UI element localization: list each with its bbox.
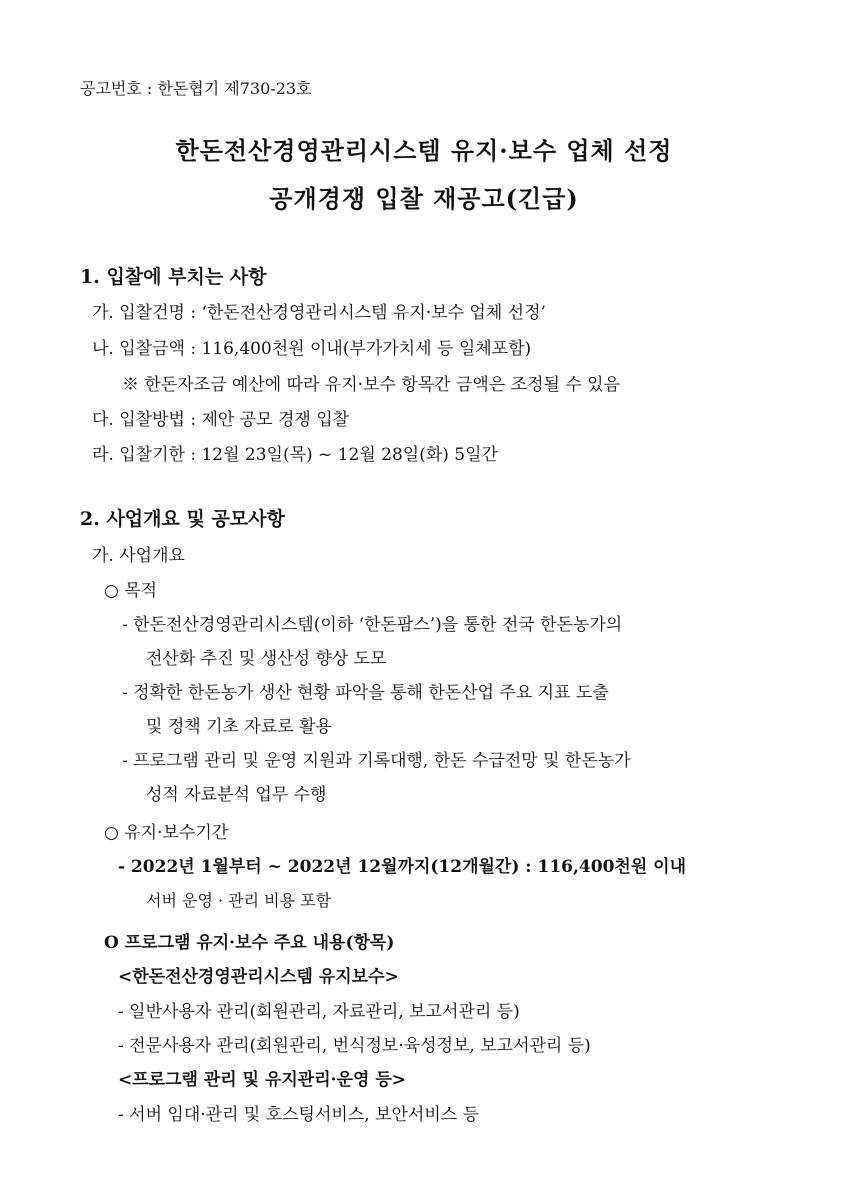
purpose-bullet-1-line-2: 전산화 추진 및 생산성 향상 도모: [146, 649, 387, 669]
purpose-bullet-1-line-1: - 한돈전산경영관리시스템(이하 ‘한돈팜스’)을 통한 전국 한돈농가의: [122, 615, 623, 635]
server-cost-note: 서버 운영 · 관리 비용 포함: [146, 891, 332, 910]
business-overview-label: 가. 사업개요: [92, 546, 185, 566]
purpose-bullet-2-line-2: 및 정책 기초 자료로 활용: [146, 717, 332, 737]
program-contents-label: O 프로그램 유지·보수 주요 내용(항목): [104, 933, 395, 953]
program-group-2-title: <프로그램 관리 및 유지관리·운영 등>: [118, 1070, 406, 1090]
budget-note: ※ 한돈자조금 예산에 따라 유지·보수 항목간 금액은 조정될 수 있음: [122, 375, 621, 395]
bid-title-item: 가. 입찰건명 : ‘한돈전산경영관리시스템 유지·보수 업체 선정’: [92, 303, 546, 323]
program-group-2-item-1: - 서버 임대·관리 및 호스팅서비스, 보안서비스 등: [118, 1105, 479, 1125]
purpose-bullet-2-line-1: - 정확한 한돈농가 생산 현황 파악을 통해 한돈산업 주요 지표 도출: [122, 683, 609, 703]
document-title-line-1: 한돈전산경영관리시스템 유지·보수 업체 선정: [175, 136, 673, 165]
bid-amount-item: 나. 입찰금액 : 116,400천원 이내(부가가치세 등 일체포함): [92, 339, 532, 359]
bid-deadline-item: 라. 입찰기한 : 12월 23일(목) ~ 12월 28일(화) 5일간: [92, 445, 498, 465]
program-group-1-item-2: - 전문사용자 관리(회원관리, 번식정보·육성정보, 보고서관리 등): [118, 1036, 591, 1056]
maintenance-period-label: ○ 유지·보수기간: [104, 823, 229, 843]
maintenance-period-detail: - 2022년 1월부터 ~ 2022년 12월까지(12개월간) : 116,400천원 이내: [118, 857, 687, 877]
notice-number: 공고번호 : 한돈협기 제730-23호: [80, 79, 312, 98]
bid-method-item: 다. 입찰방법 : 제안 공모 경쟁 입찰: [92, 410, 350, 430]
section-1-heading: 1. 입찰에 부치는 사항: [80, 266, 267, 288]
document-title-line-2: 공개경쟁 입찰 재공고(긴급): [269, 184, 579, 213]
purpose-bullet-3-line-1: - 프로그램 관리 및 운영 지원과 기록대행, 한돈 수급전망 및 한돈농가: [122, 751, 631, 771]
section-2-heading: 2. 사업개요 및 공모사항: [80, 508, 285, 530]
purpose-label: ○ 목적: [104, 581, 158, 601]
program-group-1-title: <한돈전산경영관리시스템 유지보수>: [118, 967, 399, 987]
purpose-bullet-3-line-2: 성적 자료분석 업무 수행: [146, 785, 327, 805]
program-group-1-item-1: - 일반사용자 관리(회원관리, 자료관리, 보고서관리 등): [118, 1002, 520, 1022]
